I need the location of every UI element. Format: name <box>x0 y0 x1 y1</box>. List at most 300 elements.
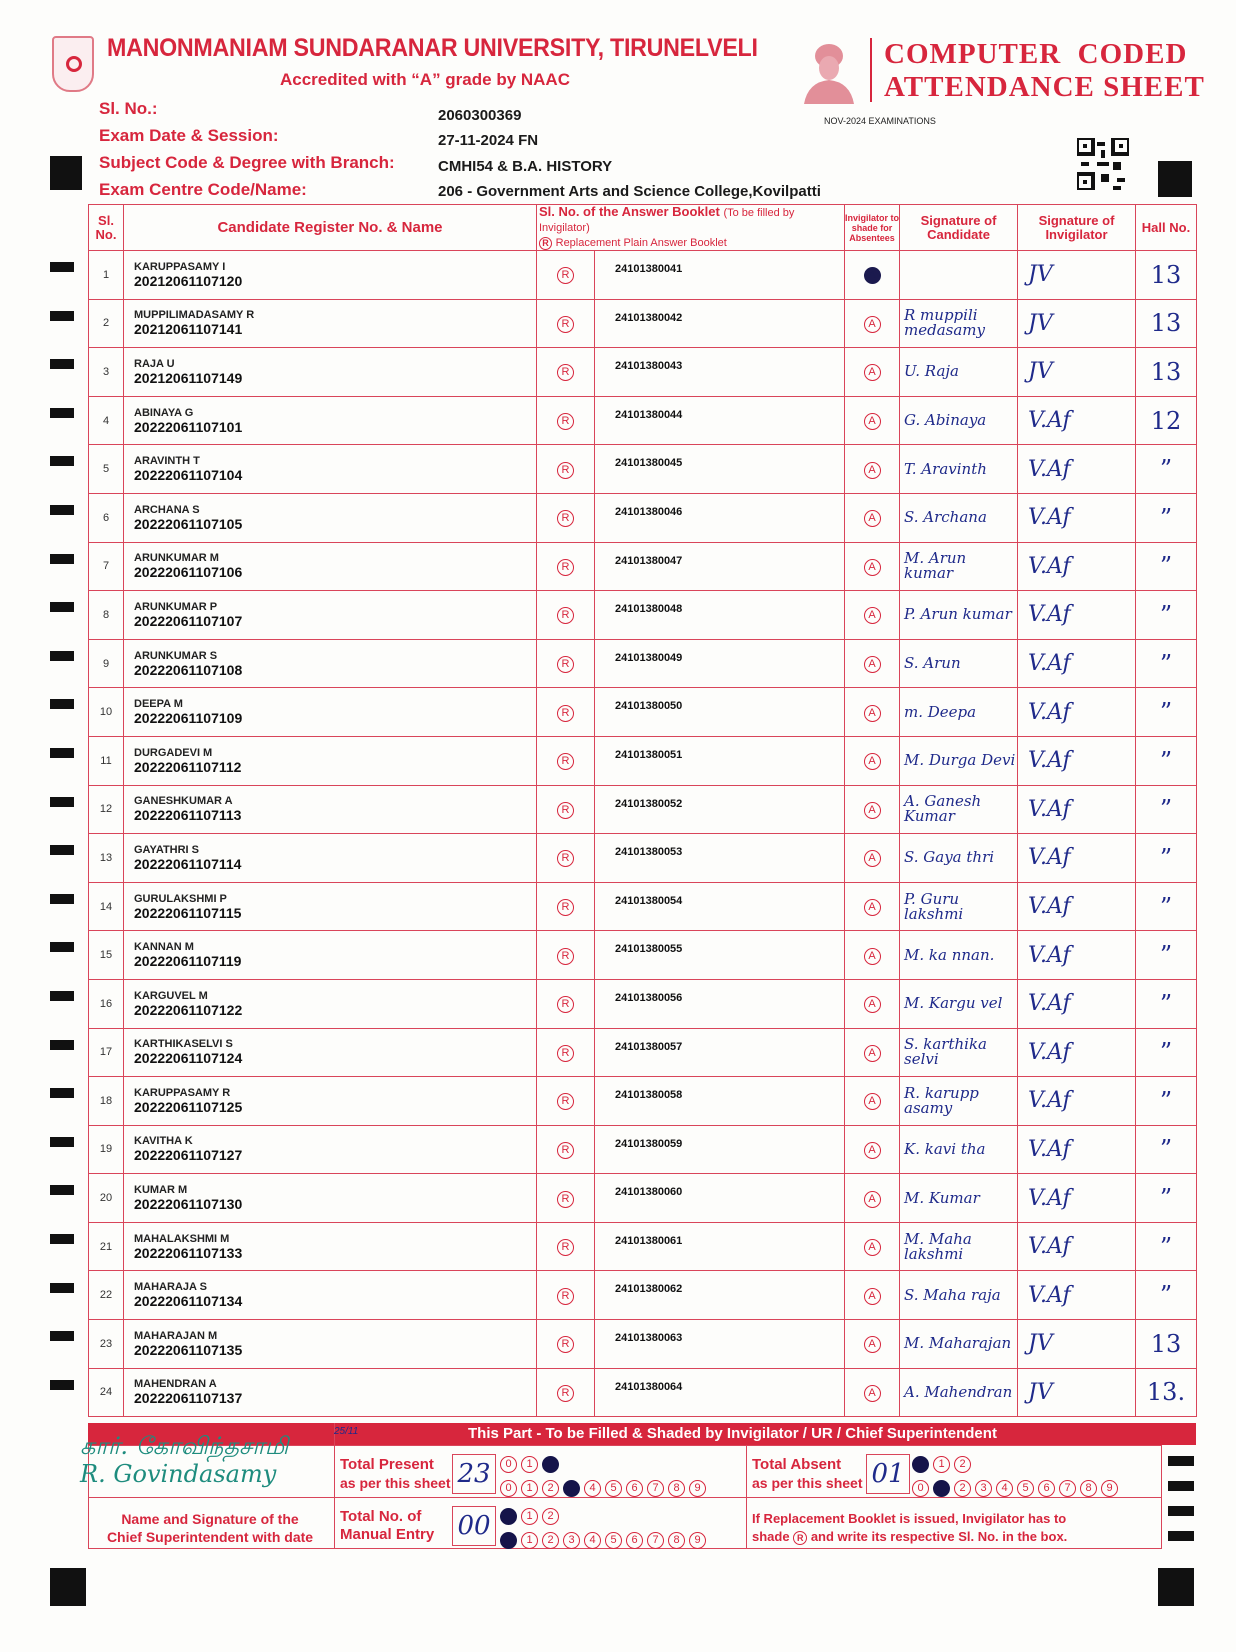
candidate-cell <box>124 1271 537 1320</box>
chief-superintendent-signature <box>80 1432 288 1488</box>
total-absent-label <box>752 1456 863 1492</box>
candidate-name: RAJA U <box>134 357 175 370</box>
row-sl: 2 <box>89 299 124 348</box>
registration-mark <box>50 1568 86 1606</box>
digit-bubble[interactable]: 6 <box>1038 1480 1055 1497</box>
hall-number: 12 <box>1136 396 1197 445</box>
absent-bubble[interactable]: A <box>864 705 881 722</box>
absentee-cell <box>845 445 900 494</box>
absent-bubble[interactable]: A <box>864 850 881 867</box>
manual-entry-units-bubbles <box>500 1530 710 1549</box>
candidate-signature[interactable]: S. Archana <box>900 493 1018 542</box>
digit-bubble[interactable]: 5 <box>605 1532 622 1549</box>
timing-mark <box>50 942 74 952</box>
absent-bubble[interactable]: A <box>864 510 881 527</box>
digit-bubble[interactable]: 0 <box>500 1456 517 1473</box>
row-sl: 15 <box>89 931 124 980</box>
candidate-cell <box>124 1174 537 1223</box>
total-present-units-bubbles <box>500 1478 710 1497</box>
timing-mark <box>1168 1481 1194 1491</box>
absentee-cell <box>845 979 900 1028</box>
candidate-name: KAVITHA K <box>134 1135 193 1148</box>
replacement-note-line-1: If Replacement Booklet is issued, Invigilator has to <box>752 1511 1067 1526</box>
digit-bubble[interactable] <box>500 1508 517 1525</box>
digit-bubble[interactable] <box>542 1456 559 1473</box>
timing-mark <box>50 408 74 418</box>
replacement-bubble[interactable]: R <box>557 753 574 770</box>
replacement-bubble[interactable]: R <box>557 1385 574 1402</box>
replacement-cell <box>537 1174 595 1223</box>
candidate-cell <box>124 834 537 883</box>
digit-bubble[interactable]: 1 <box>521 1456 538 1473</box>
absent-bubble[interactable]: A <box>864 753 881 770</box>
hall-number: ” <box>1136 639 1197 688</box>
replacement-cell <box>537 736 595 785</box>
accreditation: Accredited with “A” grade by NAAC <box>280 70 570 89</box>
candidate-cell <box>124 299 537 348</box>
table-row <box>89 834 1197 883</box>
register-number: 20212061107149 <box>134 369 243 386</box>
candidate-name: GAYATHRI S <box>134 843 200 856</box>
digit-bubble[interactable] <box>563 1480 580 1497</box>
candidate-signature[interactable]: G. Abinaya <box>900 396 1018 445</box>
digit-bubble[interactable]: 3 <box>563 1532 580 1549</box>
absent-bubble[interactable]: A <box>864 1093 881 1110</box>
timing-mark <box>50 797 74 807</box>
candidate-cell <box>124 688 537 737</box>
candidate-signature[interactable] <box>900 251 1018 300</box>
candidate-cell <box>124 396 537 445</box>
digit-bubble[interactable]: 3 <box>975 1480 992 1497</box>
replacement-bubble[interactable]: R <box>557 510 574 527</box>
candidate-name: KANNAN M <box>134 941 194 954</box>
digit-bubble[interactable]: 8 <box>668 1480 685 1497</box>
digit-bubble[interactable] <box>500 1532 517 1549</box>
register-number: 20222061107135 <box>134 1341 243 1358</box>
absent-bubble[interactable]: A <box>864 1239 881 1256</box>
candidate-cell <box>124 979 537 1028</box>
digit-bubble[interactable]: 8 <box>668 1532 685 1549</box>
replacement-cell <box>537 1368 595 1417</box>
invigilator-signature[interactable]: JV <box>1018 251 1136 300</box>
hall-number: ” <box>1136 834 1197 883</box>
candidate-name: MAHENDRAN A <box>134 1378 217 1391</box>
replacement-note-text: and write its respective Sl. No. in the box. <box>810 1529 1068 1544</box>
sl-no-label: Sl. No.: <box>99 99 158 118</box>
invigilator-signature[interactable]: V.Af <box>1018 688 1136 737</box>
candidate-signature[interactable]: A. Mahendran <box>900 1368 1018 1417</box>
register-number: 20222061107104 <box>134 467 243 484</box>
absentee-cell <box>845 299 900 348</box>
replacement-bubble[interactable]: R <box>557 899 574 916</box>
digit-bubble[interactable]: 0 <box>912 1480 929 1497</box>
absent-bubble[interactable]: A <box>864 267 881 284</box>
candidate-name: MUPPILIMADASAMY R <box>134 309 255 322</box>
absentee-cell <box>845 1125 900 1174</box>
digit-bubble[interactable]: 6 <box>626 1532 643 1549</box>
absent-bubble[interactable]: A <box>864 413 881 430</box>
candidate-signature[interactable]: S. karthika selvi <box>900 1028 1018 1077</box>
exam-series: NOV-2024 EXAMINATIONS <box>824 116 936 126</box>
digit-bubble[interactable]: 7 <box>1059 1480 1076 1497</box>
invigilator-signature[interactable]: V.Af <box>1018 1028 1136 1077</box>
replacement-bubble[interactable]: R <box>557 1045 574 1062</box>
candidate-signature[interactable]: R. karupp asamy <box>900 1077 1018 1126</box>
booklet-number: 24101380043 <box>595 348 845 397</box>
manual-entry-tens-bubbles <box>500 1506 563 1525</box>
total-present-label-2: as per this sheet <box>340 1475 451 1491</box>
row-sl: 20 <box>89 1174 124 1223</box>
replacement-cell <box>537 348 595 397</box>
absent-bubble[interactable]: A <box>864 1045 881 1062</box>
replacement-bubble[interactable]: R <box>557 364 574 381</box>
candidate-name: ARUNKUMAR M <box>134 552 219 565</box>
candidate-signature[interactable]: M. Kumar <box>900 1174 1018 1223</box>
table-row <box>89 542 1197 591</box>
invigilator-signature[interactable]: V.Af <box>1018 1174 1136 1223</box>
invigilator-signature[interactable]: V.Af <box>1018 493 1136 542</box>
absentee-cell <box>845 1028 900 1077</box>
replacement-bubble[interactable]: R <box>557 996 574 1013</box>
invigilator-signature[interactable]: V.Af <box>1018 979 1136 1028</box>
hall-number: ” <box>1136 1028 1197 1077</box>
table-row <box>89 1077 1197 1126</box>
total-absent-tens-bubbles <box>912 1454 975 1473</box>
booklet-number: 24101380058 <box>595 1077 845 1126</box>
register-number: 20222061107119 <box>134 953 242 970</box>
subject-label: Subject Code & Degree with Branch: <box>99 153 395 172</box>
row-sl: 3 <box>89 348 124 397</box>
replacement-cell <box>537 1125 595 1174</box>
replacement-bubble[interactable]: R <box>557 607 574 624</box>
row-sl: 12 <box>89 785 124 834</box>
invigilator-signature[interactable]: V.Af <box>1018 1271 1136 1320</box>
candidate-signature[interactable]: M. ka nnan. <box>900 931 1018 980</box>
candidate-signature[interactable]: M. Maharajan <box>900 1320 1018 1369</box>
candidate-cell <box>124 493 537 542</box>
timing-mark <box>50 651 74 661</box>
register-number: 20222061107112 <box>134 758 242 775</box>
candidate-signature[interactable]: A. Ganesh Kumar <box>900 785 1018 834</box>
digit-bubble[interactable]: 4 <box>996 1480 1013 1497</box>
digit-bubble[interactable]: 2 <box>542 1508 559 1525</box>
invigilator-signature[interactable]: V.Af <box>1018 639 1136 688</box>
qr-code-icon <box>1077 138 1129 190</box>
total-present-field[interactable]: 23 <box>452 1454 496 1494</box>
candidate-name: ABINAYA G <box>134 406 194 419</box>
absentee-cell <box>845 251 900 300</box>
cs-label <box>100 1510 320 1546</box>
timing-mark <box>50 262 74 272</box>
absent-bubble[interactable]: A <box>864 316 881 333</box>
replacement-r-icon: R <box>793 1531 807 1545</box>
replacement-bubble[interactable]: R <box>557 850 574 867</box>
timing-mark <box>50 845 74 855</box>
col-booklet-note: (To be filled by Invigilator) <box>539 207 795 234</box>
total-present-label-1: Total Present <box>340 1456 434 1473</box>
booklet-number: 24101380059 <box>595 1125 845 1174</box>
absentee-cell <box>845 542 900 591</box>
register-number: 20212061107120 <box>134 272 243 289</box>
digit-bubble[interactable]: 5 <box>1017 1480 1034 1497</box>
centre-value: 206 - Government Arts and Science College,Kovilpatti <box>438 183 821 200</box>
candidate-signature[interactable]: M. Kargu vel <box>900 979 1018 1028</box>
digit-bubble[interactable]: 2 <box>542 1532 559 1549</box>
absent-bubble[interactable]: A <box>864 1142 881 1159</box>
register-number: 20222061107122 <box>134 1001 243 1018</box>
row-sl: 10 <box>89 688 124 737</box>
replacement-cell <box>537 396 595 445</box>
digit-bubble[interactable]: 1 <box>521 1532 538 1549</box>
hall-number: ” <box>1136 882 1197 931</box>
candidate-signature[interactable]: M. Arun kumar <box>900 542 1018 591</box>
timing-mark <box>50 505 74 515</box>
register-number: 20222061107137 <box>134 1390 243 1407</box>
register-number: 20222061107133 <box>134 1244 243 1261</box>
absent-bubble[interactable]: A <box>864 899 881 916</box>
registration-mark <box>1158 161 1192 197</box>
absent-bubble[interactable]: A <box>864 996 881 1013</box>
total-absent-label-1: Total Absent <box>752 1456 842 1473</box>
invigilator-signature[interactable]: JV <box>1018 299 1136 348</box>
replacement-note <box>752 1510 1067 1546</box>
row-sl: 11 <box>89 736 124 785</box>
replacement-cell <box>537 785 595 834</box>
digit-bubble[interactable]: 7 <box>647 1480 664 1497</box>
digit-bubble[interactable]: 2 <box>954 1456 971 1473</box>
candidate-signature[interactable]: K. kavi tha <box>900 1125 1018 1174</box>
manual-entry-field[interactable]: 00 <box>452 1506 496 1546</box>
row-sl: 4 <box>89 396 124 445</box>
absent-bubble[interactable]: A <box>864 364 881 381</box>
replacement-cell <box>537 834 595 883</box>
absent-bubble[interactable]: A <box>864 1191 881 1208</box>
replacement-cell <box>537 251 595 300</box>
cs-label-line-1: Name and Signature of the <box>121 1511 299 1527</box>
timing-mark <box>50 1088 74 1098</box>
digit-bubble[interactable]: 4 <box>584 1480 601 1497</box>
hall-number: ” <box>1136 979 1197 1028</box>
invigilator-signature[interactable]: JV <box>1018 348 1136 397</box>
replacement-bubble[interactable]: R <box>557 802 574 819</box>
replacement-bubble[interactable]: R <box>557 316 574 333</box>
absent-bubble[interactable]: A <box>864 1336 881 1353</box>
candidate-name: GANESHKUMAR A <box>134 795 233 808</box>
candidate-cell <box>124 542 537 591</box>
table-row <box>89 348 1197 397</box>
total-absent-label-2: as per this sheet <box>752 1475 863 1491</box>
absentee-cell <box>845 834 900 883</box>
candidate-signature[interactable]: m. Deepa <box>900 688 1018 737</box>
invigilator-signature[interactable]: JV <box>1018 1320 1136 1369</box>
absent-bubble[interactable]: A <box>864 802 881 819</box>
booklet-number: 24101380050 <box>595 688 845 737</box>
candidate-name: MAHARAJA S <box>134 1281 207 1294</box>
invigilator-signature[interactable]: V.Af <box>1018 931 1136 980</box>
absentee-cell <box>845 1320 900 1369</box>
digit-bubble[interactable]: 2 <box>542 1480 559 1497</box>
header-divider <box>870 38 872 102</box>
cs-signature-line-2: R. Govindasamy <box>80 1460 277 1488</box>
digit-bubble[interactable]: 9 <box>689 1532 706 1549</box>
candidate-signature[interactable]: P. Guru lakshmi <box>900 882 1018 931</box>
replacement-bubble[interactable]: R <box>557 1093 574 1110</box>
candidate-name: DEEPA M <box>134 698 183 711</box>
replacement-bubble[interactable]: R <box>557 462 574 479</box>
manual-entry-label-1: Total No. of <box>340 1508 422 1525</box>
booklet-number: 24101380046 <box>595 493 845 542</box>
invigilator-signature[interactable]: V.Af <box>1018 736 1136 785</box>
table-row <box>89 1271 1197 1320</box>
candidate-signature[interactable]: T. Aravinth <box>900 445 1018 494</box>
invigilator-signature[interactable]: V.Af <box>1018 1222 1136 1271</box>
register-number: 20212061107141 <box>134 321 243 338</box>
booklet-number: 24101380054 <box>595 882 845 931</box>
replacement-bubble[interactable]: R <box>557 1239 574 1256</box>
candidate-name: KARGUVEL M <box>134 989 208 1002</box>
absent-bubble[interactable]: A <box>864 656 881 673</box>
digit-bubble[interactable]: 9 <box>1101 1480 1118 1497</box>
absentee-cell <box>845 1222 900 1271</box>
replacement-bubble[interactable]: R <box>557 1288 574 1305</box>
candidate-name: DURGADEVI M <box>134 746 213 759</box>
footer-divider <box>746 1445 747 1549</box>
candidate-signature[interactable]: P. Arun kumar <box>900 591 1018 640</box>
absent-bubble[interactable]: A <box>864 607 881 624</box>
candidate-cell <box>124 591 537 640</box>
invigilator-signature[interactable]: V.Af <box>1018 445 1136 494</box>
absent-bubble[interactable]: A <box>864 1385 881 1402</box>
booklet-number: 24101380060 <box>595 1174 845 1223</box>
hall-number: ” <box>1136 1174 1197 1223</box>
digit-bubble[interactable]: 6 <box>626 1480 643 1497</box>
footer-divider <box>88 1497 1162 1498</box>
absentee-cell <box>845 639 900 688</box>
replacement-bubble[interactable]: R <box>557 1191 574 1208</box>
candidate-signature[interactable]: S. Arun <box>900 639 1018 688</box>
invigilator-signature[interactable]: V.Af <box>1018 1077 1136 1126</box>
total-present-tens-bubbles <box>500 1454 563 1473</box>
replacement-bubble[interactable]: R <box>557 705 574 722</box>
absent-bubble[interactable]: A <box>864 1288 881 1305</box>
digit-bubble[interactable] <box>912 1456 929 1473</box>
total-absent-field[interactable]: 01 <box>866 1454 910 1494</box>
col-replacement-note: Replacement Plain Answer Booklet <box>555 237 727 249</box>
row-sl: 9 <box>89 639 124 688</box>
timing-mark <box>50 991 74 1001</box>
timing-mark <box>50 554 74 564</box>
invigilator-signature[interactable]: JV <box>1018 1368 1136 1417</box>
registration-mark <box>1158 1568 1194 1606</box>
digit-bubble[interactable] <box>933 1480 950 1497</box>
register-number: 20222061107115 <box>134 904 242 921</box>
invigilator-signature[interactable]: V.Af <box>1018 785 1136 834</box>
hall-number: ” <box>1136 542 1197 591</box>
booklet-number: 24101380042 <box>595 299 845 348</box>
row-sl: 16 <box>89 979 124 1028</box>
table-row <box>89 591 1197 640</box>
invigilator-signature[interactable]: V.Af <box>1018 542 1136 591</box>
booklet-number: 24101380056 <box>595 979 845 1028</box>
candidate-signature[interactable]: U. Raja <box>900 348 1018 397</box>
booklet-number: 24101380064 <box>595 1368 845 1417</box>
register-number: 20222061107101 <box>134 418 243 435</box>
row-sl: 21 <box>89 1222 124 1271</box>
row-sl: 24 <box>89 1368 124 1417</box>
digit-bubble[interactable]: 7 <box>647 1532 664 1549</box>
candidate-cell <box>124 1077 537 1126</box>
timing-mark <box>1168 1506 1194 1516</box>
absent-bubble[interactable]: A <box>864 948 881 965</box>
digit-bubble[interactable]: 8 <box>1080 1480 1097 1497</box>
candidate-signature[interactable]: M. Durga Devi <box>900 736 1018 785</box>
replacement-cell <box>537 1271 595 1320</box>
absentee-cell <box>845 493 900 542</box>
replacement-bubble[interactable]: R <box>557 267 574 284</box>
replacement-bubble[interactable]: R <box>557 1142 574 1159</box>
hall-number: ” <box>1136 1271 1197 1320</box>
absentee-cell <box>845 785 900 834</box>
table-header-row <box>89 205 1197 251</box>
replacement-cell <box>537 1077 595 1126</box>
candidate-signature[interactable]: R muppili medasamy <box>900 299 1018 348</box>
digit-bubble[interactable]: 4 <box>584 1532 601 1549</box>
col-candidate-signature: Signature of Candidate <box>900 205 1018 251</box>
booklet-number: 24101380051 <box>595 736 845 785</box>
table-row <box>89 1174 1197 1223</box>
candidate-signature[interactable]: S. Gaya thri <box>900 834 1018 883</box>
replacement-bubble[interactable]: R <box>557 559 574 576</box>
hall-number: 13. <box>1136 1368 1197 1417</box>
invigilator-signature[interactable]: V.Af <box>1018 396 1136 445</box>
replacement-bubble[interactable]: R <box>557 656 574 673</box>
digit-bubble[interactable]: 1 <box>521 1480 538 1497</box>
timing-mark <box>50 748 74 758</box>
booklet-number: 24101380047 <box>595 542 845 591</box>
absent-bubble[interactable]: A <box>864 559 881 576</box>
table-row <box>89 882 1197 931</box>
digit-bubble[interactable]: 5 <box>605 1480 622 1497</box>
candidate-signature[interactable]: M. Maha lakshmi <box>900 1222 1018 1271</box>
hall-number: ” <box>1136 931 1197 980</box>
hall-number: 13 <box>1136 1320 1197 1369</box>
replacement-bubble[interactable]: R <box>557 948 574 965</box>
replacement-note-shade: shade <box>752 1529 790 1544</box>
absent-bubble[interactable]: A <box>864 462 881 479</box>
candidate-signature[interactable]: S. Maha raja <box>900 1271 1018 1320</box>
invigilator-signature[interactable]: V.Af <box>1018 834 1136 883</box>
digit-bubble[interactable]: 1 <box>933 1456 950 1473</box>
invigilator-signature[interactable]: V.Af <box>1018 1125 1136 1174</box>
table-row <box>89 785 1197 834</box>
table-row <box>89 1320 1197 1369</box>
digit-bubble[interactable]: 2 <box>954 1480 971 1497</box>
digit-bubble[interactable]: 0 <box>500 1480 517 1497</box>
cs-date-note: 25/11 <box>334 1426 359 1437</box>
invigilator-signature[interactable]: V.Af <box>1018 882 1136 931</box>
digit-bubble[interactable]: 1 <box>521 1508 538 1525</box>
col-hall: Hall No. <box>1136 205 1197 251</box>
table-row <box>89 1028 1197 1077</box>
invigilator-signature[interactable]: V.Af <box>1018 591 1136 640</box>
replacement-cell <box>537 493 595 542</box>
timing-mark <box>50 1040 74 1050</box>
register-number: 20222061107105 <box>134 515 243 532</box>
replacement-bubble[interactable]: R <box>557 413 574 430</box>
timing-mark <box>50 1234 74 1244</box>
digit-bubble[interactable]: 9 <box>689 1480 706 1497</box>
replacement-bubble[interactable]: R <box>557 1336 574 1353</box>
